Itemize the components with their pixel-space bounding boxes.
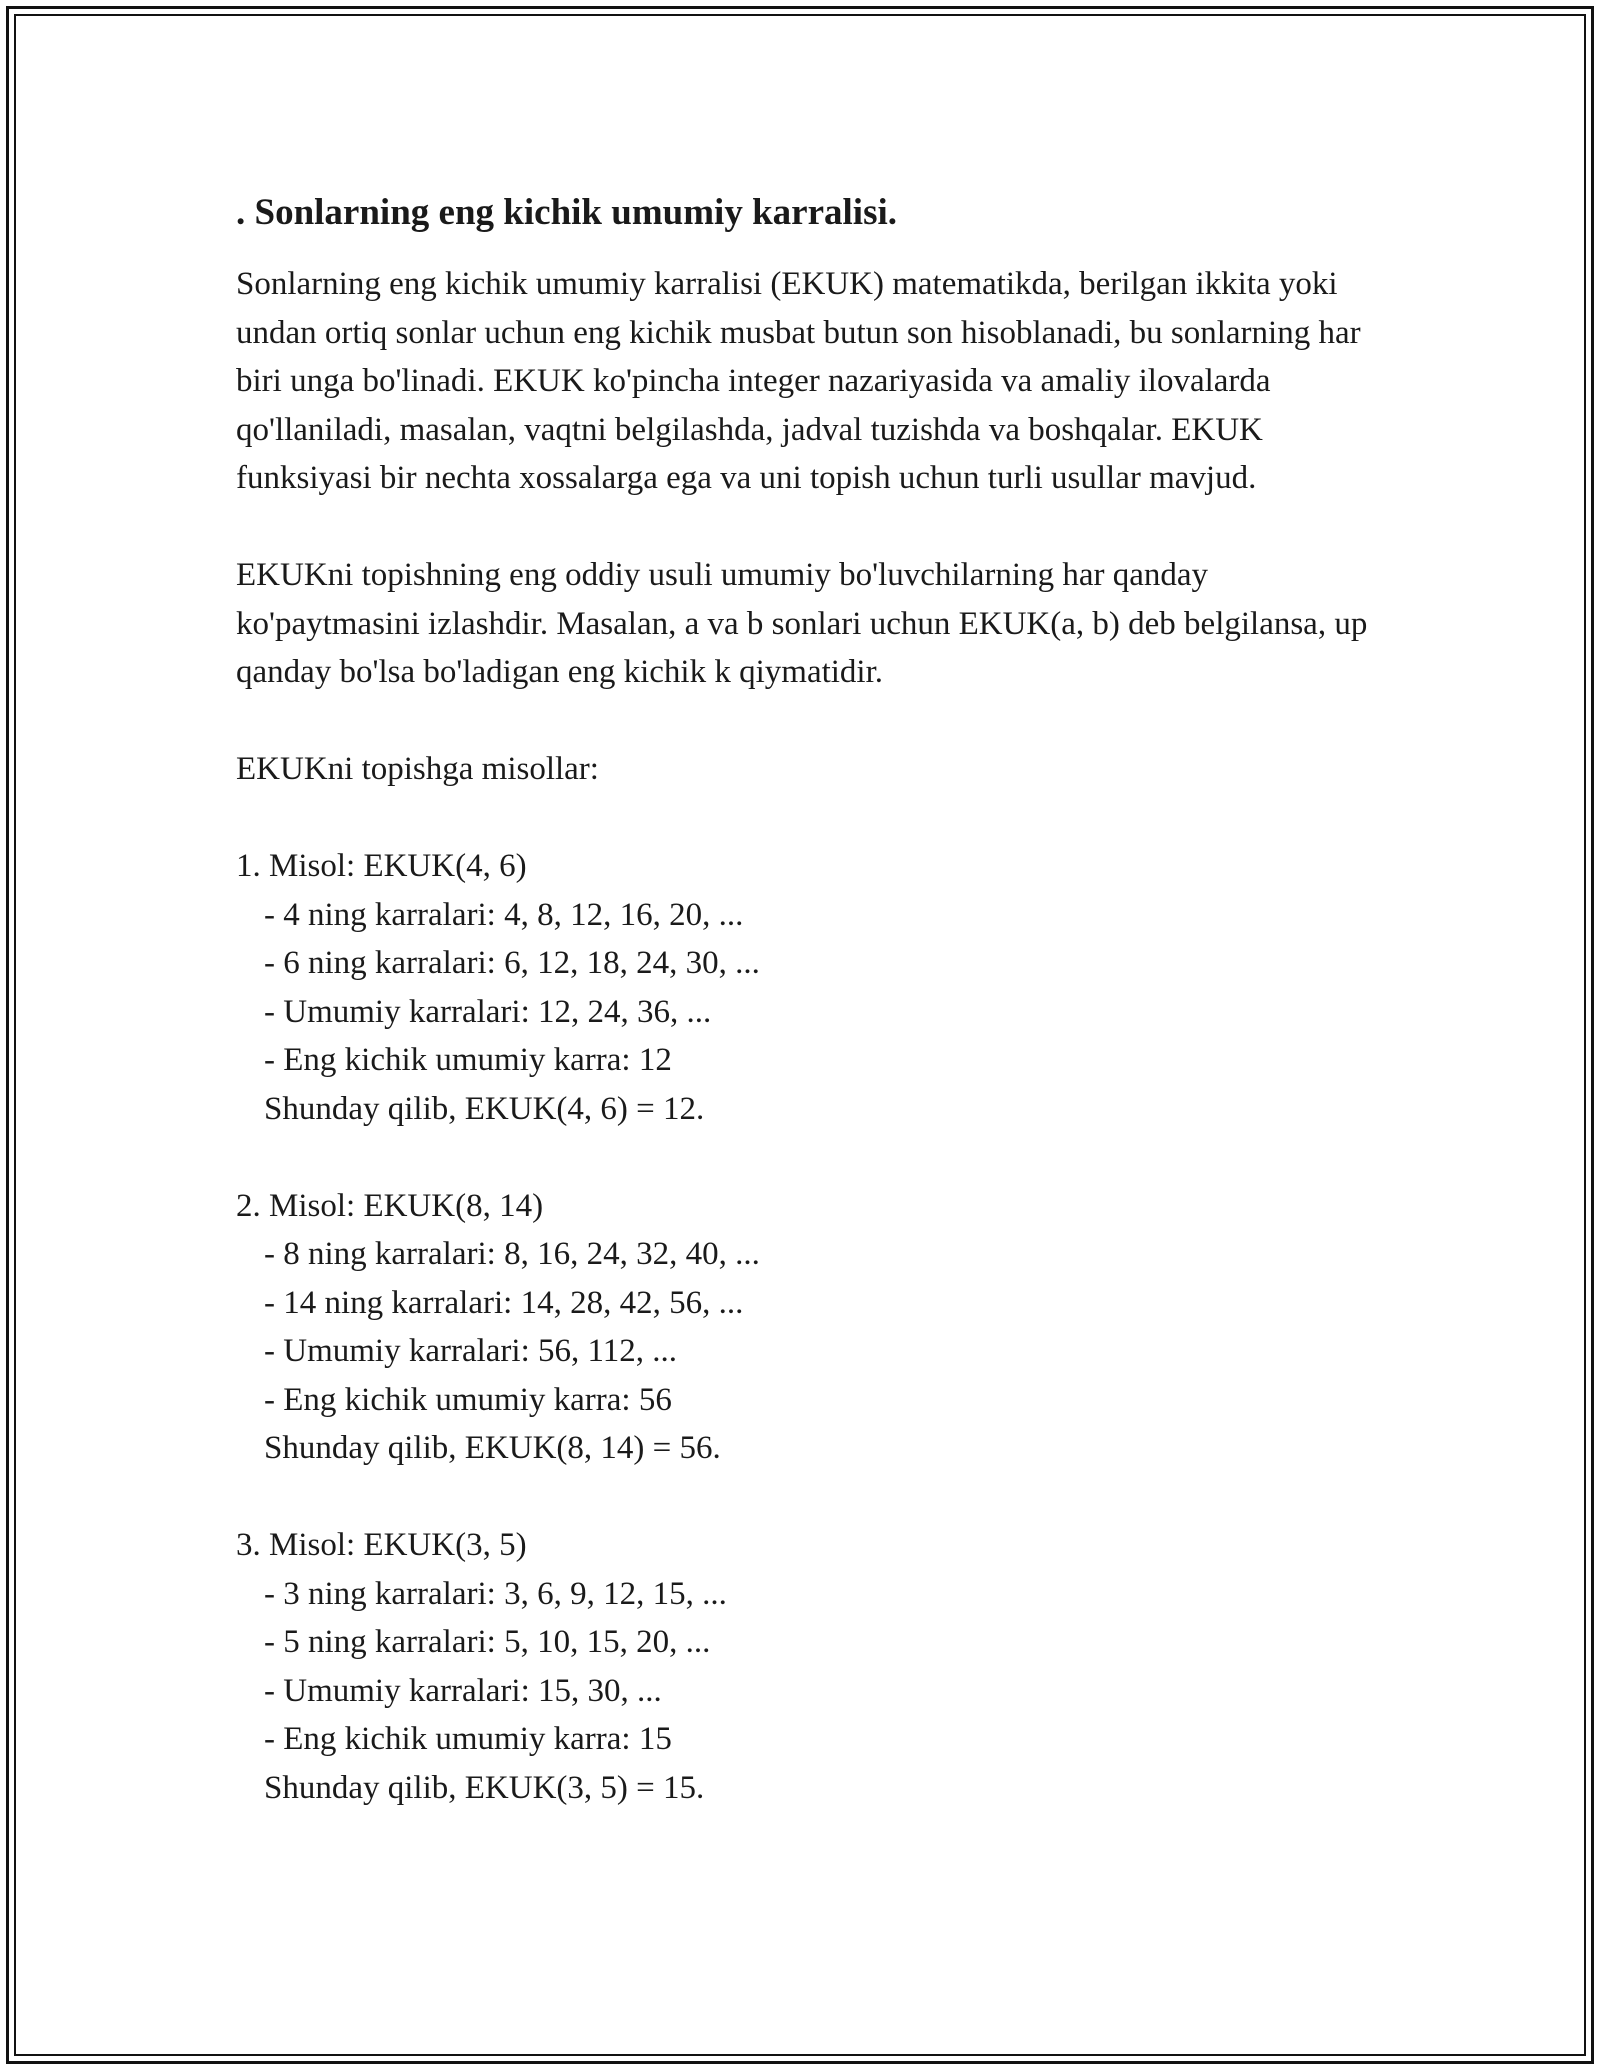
example-title: 2. Misol: EKUK(8, 14) [236, 1187, 544, 1224]
example-title: 3. Misol: EKUK(3, 5) [236, 1527, 527, 1563]
example-line: - 3 ning karralari: 3, 6, 9, 12, 15, ... [264, 1575, 727, 1612]
example-line: - Eng kichik umumiy karra: 12 [264, 1042, 672, 1078]
paragraph-method: EKUKni topishning eng oddiy usuli umumiy bo'luvchilarning har qanday ko'paytmasini izlashdir. Masalan, a va b sonlari uchun EKUK(a, b) deb belgilansa, up qanday bo'lsa bo'ladigan eng kichik k qiymatidir. [236, 557, 1368, 690]
example-title: 1. Misol: EKUK(4, 6) [236, 848, 527, 884]
spacer [236, 503, 1376, 552]
spacer [236, 1473, 1376, 1522]
paragraph-intro: Sonlarning eng kichik umumiy karralisi (EKUK) matematikda, berilgan ikkita yoki undan ortiq sonlar uchun eng kichik musbat butun son hisoblanadi, bu sonlarning har biri unga bo'linadi. EKUK ko'pincha integer nazariyasida va amaliy ilovalarda qo'llaniladi, masalan, vaqtni belgilashda, jadval tuzishda va boshqalar. EKUK funksiyasi bir nechta xossalarga ega va uni topish uchun turli usullar mavjud. [236, 266, 1361, 496]
example-line: - 4 ning karralari: 4, 8, 12, 16, 20, ... [264, 896, 744, 933]
spacer [236, 697, 1376, 746]
example-conclusion: Shunday qilib, EKUK(3, 5) = 15. [264, 1769, 705, 1806]
examples-intro: EKUKni topishga misollar: [236, 751, 599, 787]
example-conclusion: Shunday qilib, EKUK(4, 6) = 12. [264, 1090, 705, 1127]
example-line: - 8 ning karralari: 8, 16, 24, 32, 40, ... [264, 1236, 760, 1272]
spacer [236, 1133, 1376, 1182]
example-line: - 6 ning karralari: 6, 12, 18, 24, 30, ... [264, 945, 760, 981]
spacer [236, 794, 1376, 843]
example-block-2 [236, 1182, 1376, 1473]
example-line: - Umumiy karralari: 12, 24, 36, ... [264, 993, 712, 1030]
example-line: - Umumiy karralari: 56, 112, ... [264, 1333, 678, 1369]
document-heading: . Sonlarning eng kichik umumiy karralisi. [236, 192, 897, 233]
example-line: - 5 ning karralari: 5, 10, 15, 20, ... [264, 1624, 711, 1660]
example-conclusion: Shunday qilib, EKUK(8, 14) = 56. [264, 1430, 721, 1466]
example-line: - Eng kichik umumiy karra: 15 [264, 1721, 672, 1757]
example-line: - Eng kichik umumiy karra: 56 [264, 1381, 672, 1418]
example-line: - Umumiy karralari: 15, 30, ... [264, 1672, 662, 1709]
example-block-3 [236, 1521, 1376, 1812]
example-block-1 [236, 842, 1376, 1133]
document-body [236, 188, 1376, 1812]
example-line: - 14 ning karralari: 14, 28, 42, 56, ... [264, 1284, 744, 1321]
